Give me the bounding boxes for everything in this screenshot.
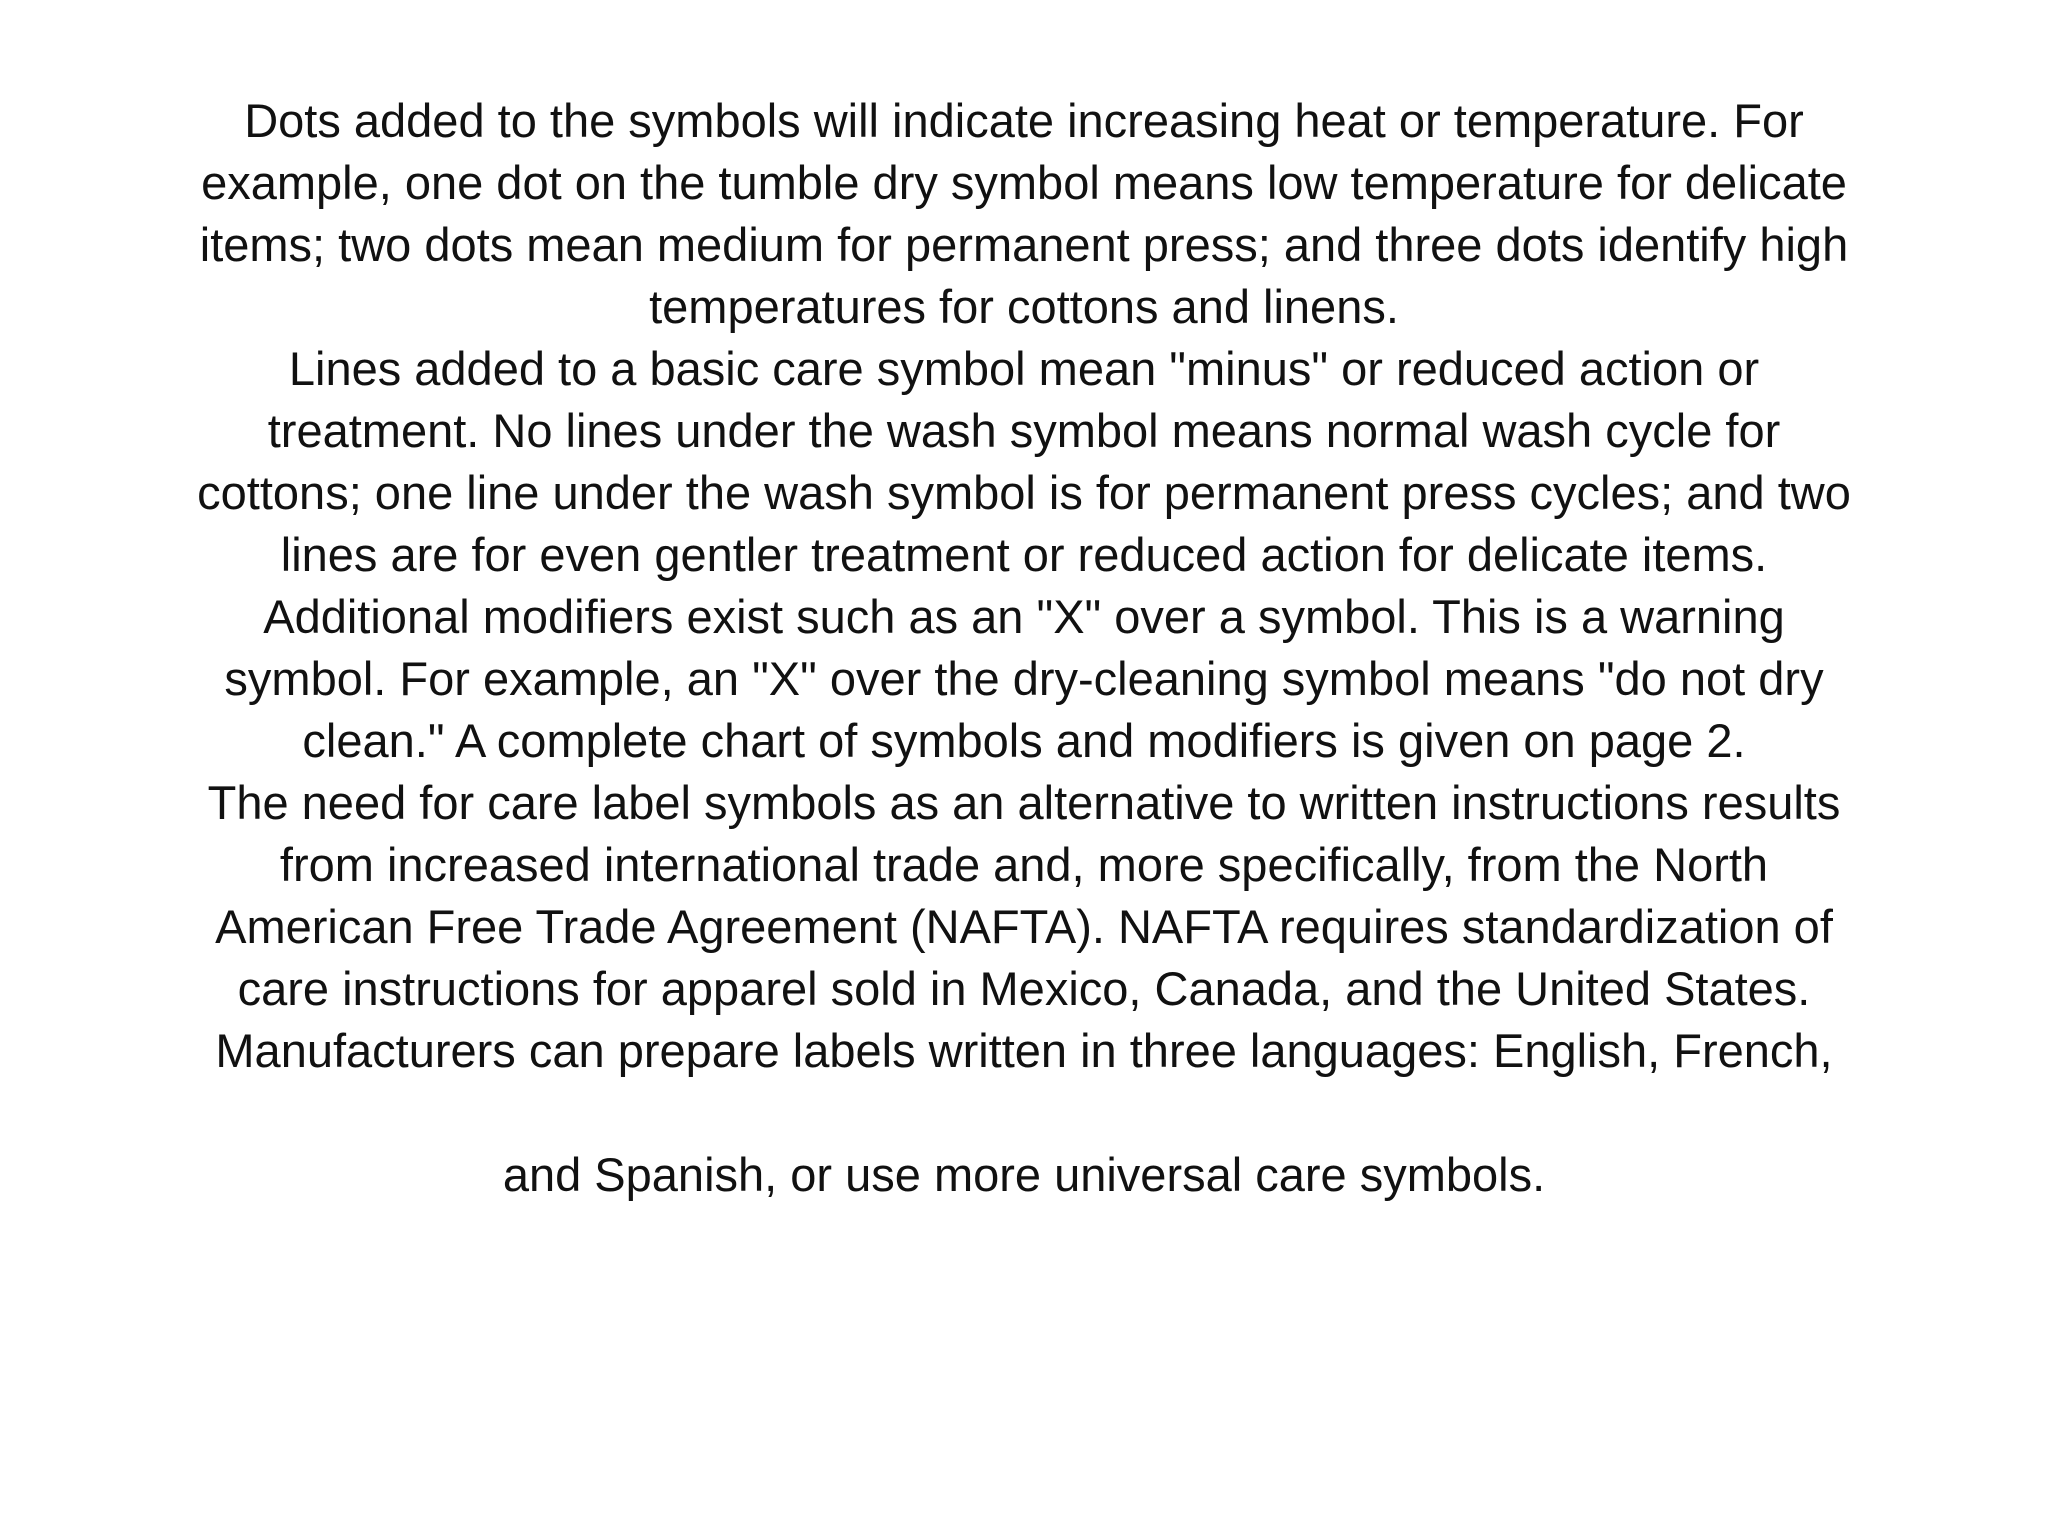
text-line: treatment. No lines under the wash symbol means normal wash cycle for: [267, 404, 1781, 457]
text-line: Lines added to a basic care symbol mean "minus" or reduced action or: [288, 342, 1760, 395]
document-text: [110, 90, 1938, 1206]
text-line: items; two dots mean medium for permanent press; and three dots identify high: [199, 218, 1849, 271]
text-line: clean." A complete chart of symbols and modifiers is given on page 2.: [302, 714, 1746, 767]
text-line: and Spanish, or use more universal care symbols.: [502, 1148, 1546, 1201]
text-line: The need for care label symbols as an alternative to written instructions results: [207, 776, 1841, 829]
text-line: Dots added to the symbols will indicate increasing heat or temperature. For: [244, 94, 1804, 147]
text-line: American Free Trade Agreement (NAFTA). NAFTA requires standardization of: [215, 900, 1833, 953]
text-line: example, one dot on the tumble dry symbol means low temperature for delicate: [201, 156, 1847, 209]
text-line: lines are for even gentler treatment or reduced action for delicate items.: [280, 528, 1768, 581]
text-line: from increased international trade and, more specifically, from the North: [279, 838, 1769, 891]
text-line: temperatures for cottons and linens.: [649, 280, 1399, 333]
text-line: cottons; one line under the wash symbol is for permanent press cycles; and two: [197, 466, 1851, 519]
text-line: care instructions for apparel sold in Mexico, Canada, and the United States.: [237, 962, 1811, 1015]
text-line: Manufacturers can prepare labels written in three languages: English, French,: [215, 1024, 1833, 1077]
text-line: symbol. For example, an "X" over the dry-cleaning symbol means "do not dry: [224, 652, 1824, 705]
text-line: Additional modifiers exist such as an "X" over a symbol. This is a warning: [263, 590, 1785, 643]
